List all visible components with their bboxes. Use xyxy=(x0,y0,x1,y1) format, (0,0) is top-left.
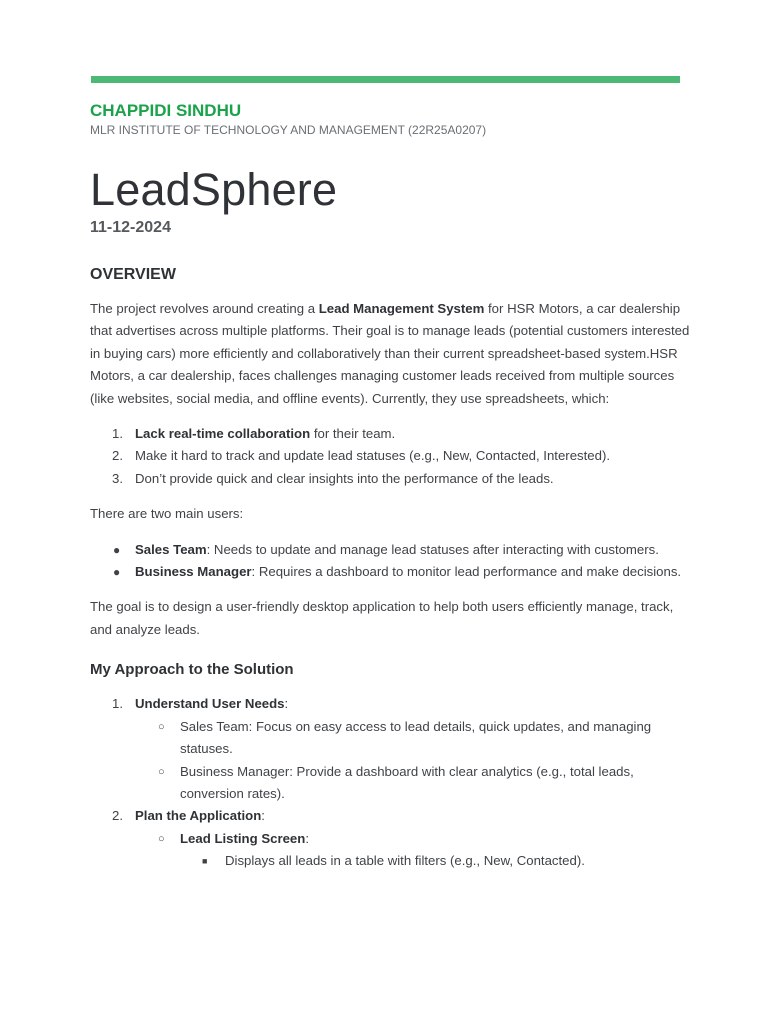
header-accent-rule xyxy=(91,76,680,83)
list-item xyxy=(90,423,690,445)
sub-list-item xyxy=(135,761,690,806)
list-item xyxy=(90,693,690,805)
document-body xyxy=(90,101,690,873)
approach-list xyxy=(90,693,690,872)
author-name: CHAPPIDI SINDHU xyxy=(90,101,242,120)
circle-bullet-icon: ○ xyxy=(158,832,165,845)
sub-list-item xyxy=(135,716,690,761)
overview-heading: OVERVIEW xyxy=(90,266,176,283)
list-number: 2. xyxy=(112,808,123,824)
item-text: : Needs to update and manage lead statuses after interacting with customers. xyxy=(206,541,659,557)
list-number: 1. xyxy=(112,696,123,712)
item-text: : xyxy=(261,808,265,824)
list-number: 1. xyxy=(112,426,123,442)
item-text: for their team. xyxy=(310,426,396,442)
item-bold: Understand User Needs xyxy=(135,696,285,712)
list-number: 2. xyxy=(112,448,123,464)
overview-intro-paragraph xyxy=(90,298,690,410)
goal-paragraph: The goal is to design a user-friendly desktop application to help both users efficiently manage, track, and analyze leads. xyxy=(90,599,674,637)
item-text: : xyxy=(284,696,289,712)
circle-bullet-icon: ○ xyxy=(158,720,165,733)
item-bold: Lack real-time collaboration xyxy=(135,426,311,442)
list-item xyxy=(90,561,690,583)
sub-sub-list-item xyxy=(180,850,690,872)
square-bullet-icon: ■ xyxy=(202,856,208,867)
document-title: LeadSphere xyxy=(90,164,338,215)
item-text: Make it hard to track and update lead statuses (e.g., New, Contacted, Interested). xyxy=(135,448,611,464)
item-text: : Requires a dashboard to monitor lead performance and make decisions. xyxy=(251,564,682,580)
list-item xyxy=(90,445,690,467)
item-text: Business Manager: Provide a dashboard with clear analytics (e.g., total leads, conversion rates). xyxy=(180,763,634,801)
users-intro: There are two main users: xyxy=(90,506,244,522)
sub-sub-list xyxy=(180,850,690,872)
list-number: 3. xyxy=(112,470,123,486)
bullet-icon: ● xyxy=(113,542,121,557)
sub-list xyxy=(135,716,690,806)
problems-list xyxy=(90,423,690,490)
item-text: Don’t provide quick and clear insights into the performance of the leads. xyxy=(135,470,554,486)
item-text: Displays all leads in a table with filters (e.g., New, Contacted). xyxy=(225,853,585,869)
intro-prefix: The project revolves around creating a xyxy=(90,301,319,316)
sub-list-item xyxy=(135,828,690,873)
item-bold: Business Manager xyxy=(135,564,252,580)
sub-list xyxy=(135,828,690,873)
intro-bold: Lead Management System xyxy=(318,301,485,316)
item-bold: Plan the Application xyxy=(135,808,262,824)
institute-line: MLR INSTITUTE OF TECHNOLOGY AND MANAGEMENT (22R25A0207) xyxy=(90,123,487,137)
item-text: : xyxy=(305,830,309,846)
bullet-icon: ● xyxy=(113,565,121,580)
list-item xyxy=(90,805,690,872)
list-item xyxy=(90,468,690,490)
item-bold: Sales Team xyxy=(135,541,207,557)
circle-bullet-icon: ○ xyxy=(158,765,165,778)
item-bold: Lead Listing Screen xyxy=(180,830,306,846)
intro-suffix: for HSR Motors, a car dealership that advertises across multiple platforms. Their goal is to manage leads (potential customers interested in buying cars) more efficiently and collaboratively than their current spreadsheet-based system.HSR Motors, a car dealership, faces challenges managing customer leads received from multiple sources (like websites, social media, and offline events). Currently, they use spreadsheets, which: xyxy=(90,301,690,406)
users-list xyxy=(90,539,690,584)
document-date: 11-12-2024 xyxy=(90,219,171,236)
approach-heading: My Approach to the Solution xyxy=(90,661,294,679)
list-item xyxy=(90,539,690,561)
item-text: Sales Team: Focus on easy access to lead details, quick updates, and managing statuses. xyxy=(180,718,652,757)
